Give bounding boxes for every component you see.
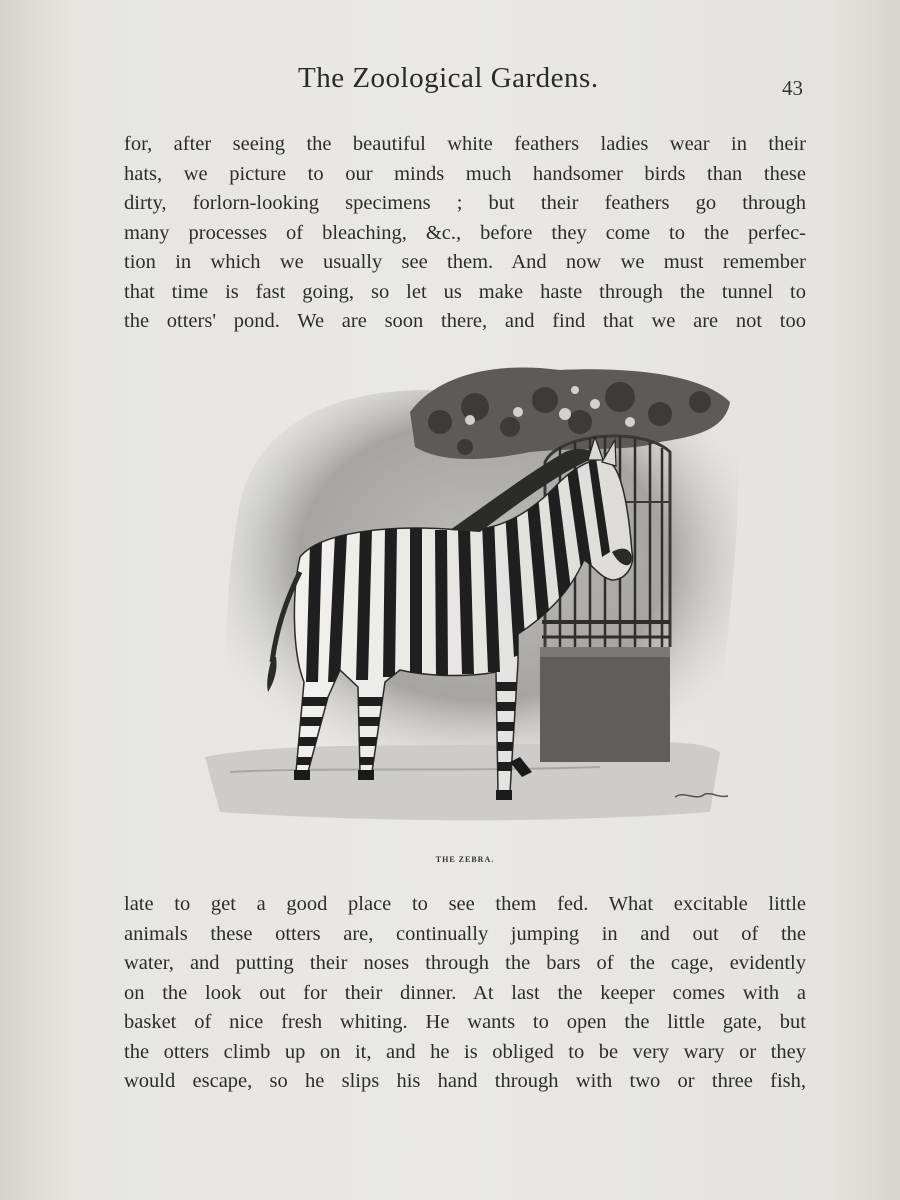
page-title: The Zoological Gardens. [298, 62, 599, 94]
text-line: basket of nice fresh whiting. He wants to open the little gate, but [124, 1011, 806, 1033]
text-line: for, after seeing the beautiful white feathers ladies wear in their [124, 133, 806, 155]
zebra-illustration [200, 352, 745, 837]
text-line: would escape, so he slips his hand through with two or three fish, [124, 1070, 806, 1092]
text-line: animals these otters are, continually jumping in and out of the [124, 922, 806, 945]
text-line: that time is fast going, so let us make haste through the tunnel to [124, 280, 806, 303]
zebra-engraving [200, 352, 745, 837]
text-line: the otters climb up on it, and he is obliged to be very wary or they [124, 1040, 806, 1063]
text-line: dirty, forlorn-looking specimens ; but their feathers go through [124, 192, 806, 214]
page-number: 43 [782, 76, 803, 100]
text-line: late to get a good place to see them fed. What excitable little [124, 893, 806, 915]
text-line: hats, we picture to our minds much handsomer birds than these [124, 162, 806, 185]
figure-caption: THE ZEBRA. [435, 855, 495, 864]
text-line: on the look out for their dinner. At last the keeper comes with a [124, 981, 806, 1004]
text-line: water, and putting their noses through the bars of the cage, evidently [124, 952, 806, 974]
text-line: the otters' pond. We are soon there, and find that we are not too [124, 310, 806, 332]
paragraph-top [124, 130, 806, 337]
paragraph-bottom [124, 890, 806, 1097]
running-head [0, 62, 900, 102]
text-line: many processes of bleaching, &c., before they come to the perfec- [124, 221, 806, 244]
text-line: tion in which we usually see them. And now we must remember [124, 251, 806, 273]
